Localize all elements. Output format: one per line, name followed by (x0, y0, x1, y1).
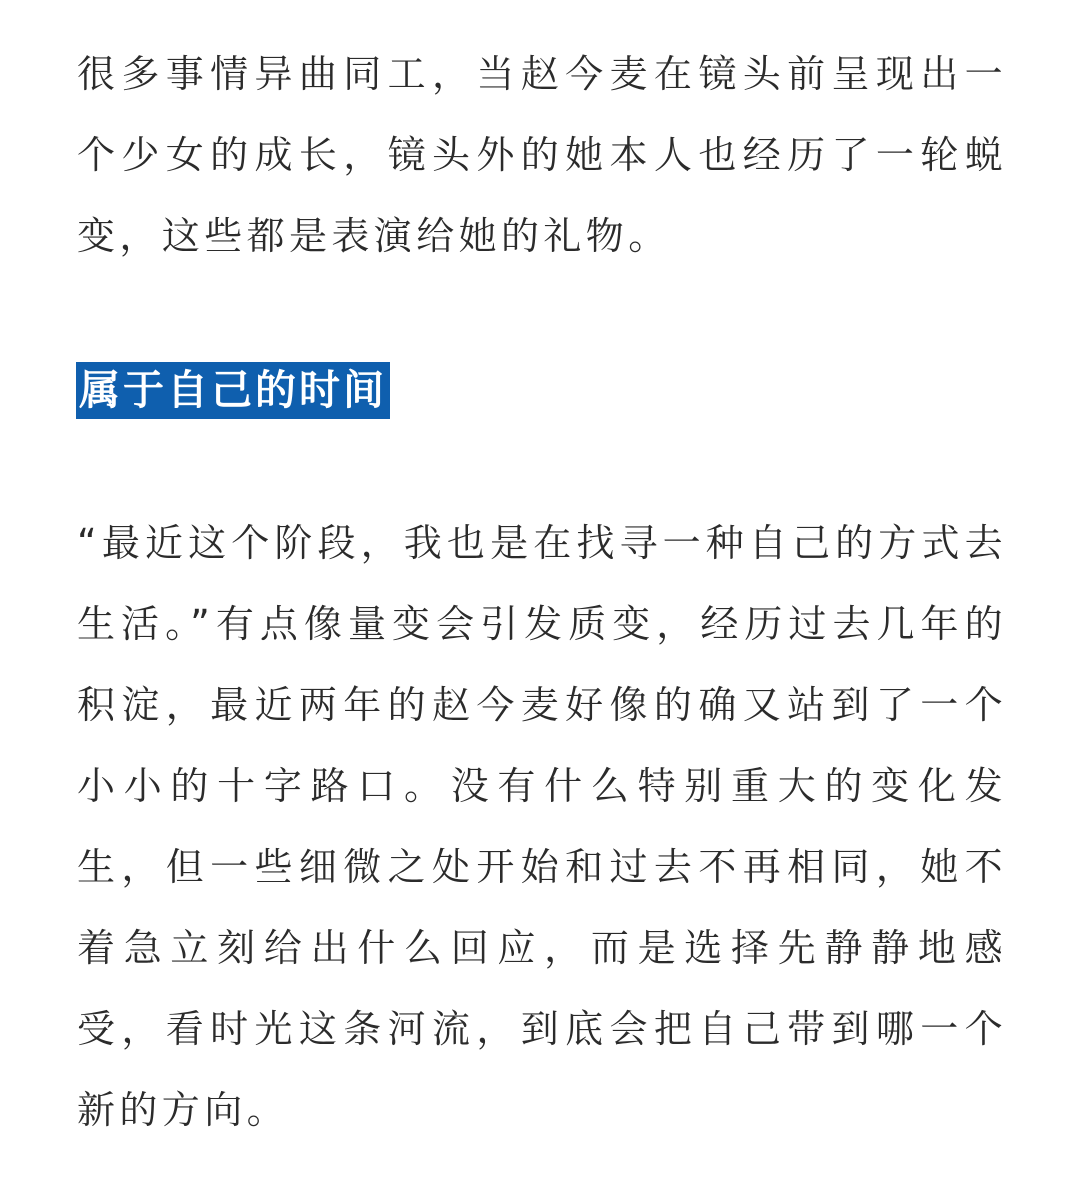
section-heading: 属于自己的时间 (79, 366, 387, 414)
section-heading-highlight (76, 362, 390, 419)
paragraph-section: “最近这个阶段，我也是在找寻一种自己的方式去生活。”有点像量变会引发质变，经历过去几年的积淀，最近两年的赵今麦好像的确又站到了一个小小的十字路口。没有什么特别重大的变化发生，但一些细微之处开始和过去不再相同，她不着急立刻给出什么回应，而是选择先静静地感受，看时光这条河流，到底会把自己带到哪一个新的方向。 (77, 521, 1007, 1132)
paragraph-intro: 很多事情异曲同工，当赵今麦在镜头前呈现出一个少女的成长，镜头外的她本人也经历了一轮蜕变，这些都是表演给她的礼物。 (77, 52, 1007, 258)
